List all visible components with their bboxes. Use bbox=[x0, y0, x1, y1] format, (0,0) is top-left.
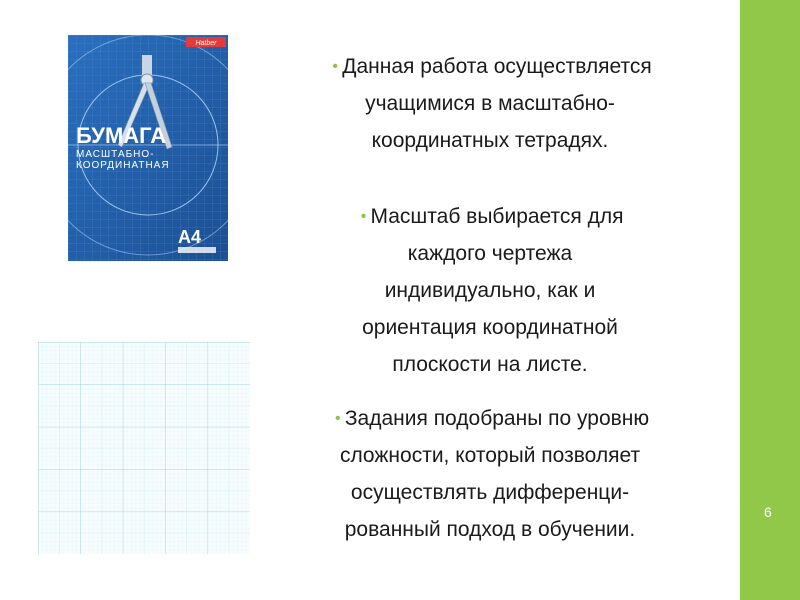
cover-subtitle-line1: МАСШТАБНО- bbox=[76, 149, 155, 160]
bullet-1-line-3: координатных тетрадях. bbox=[371, 129, 609, 152]
cover-title: БУМАГА bbox=[76, 123, 167, 148]
bullet-icon: • bbox=[335, 410, 341, 427]
bullet-2-line-3: индивидуально, как и bbox=[384, 279, 596, 302]
bullet-paragraph-2 bbox=[270, 198, 710, 383]
bullet-2-line-5: плоскости на листе. bbox=[392, 353, 588, 376]
bullet-2-line-2: каждого чертежа bbox=[407, 242, 573, 265]
cover-format: А4 bbox=[178, 227, 202, 247]
bullet-2-line-4: ориентация координатной bbox=[362, 316, 618, 339]
bullet-icon: • bbox=[360, 208, 367, 225]
bullet-1-line-1: Данная работа осуществляется bbox=[342, 55, 652, 78]
bullet-3-line-2: сложности, который позволяет bbox=[339, 444, 641, 467]
bullet-1-line-2: учащимися в масштабно- bbox=[365, 92, 615, 115]
bullet-paragraph-1 bbox=[270, 48, 710, 159]
cover-brand: Hatber bbox=[195, 40, 217, 47]
bullet-icon: • bbox=[332, 58, 339, 75]
cover-subtitle-line2: КООРДИНАТНАЯ bbox=[76, 160, 170, 171]
graph-paper-pad-cover-image bbox=[68, 35, 228, 261]
bullet-3-line-3: осуществлять дифференци- bbox=[350, 481, 630, 504]
graph-paper-grid bbox=[38, 342, 250, 554]
cover-graphic bbox=[68, 35, 228, 261]
bullet-2-line-1: Масштаб выбирается для bbox=[370, 205, 624, 228]
graph-paper-sample-image bbox=[38, 342, 250, 554]
bullet-paragraph-3 bbox=[270, 400, 710, 548]
bullet-3-line-1: Задания подобраны по уровню bbox=[344, 407, 650, 430]
bullet-3-line-4: рованный подход в обучении. bbox=[344, 518, 636, 541]
page-number: 6 bbox=[764, 504, 772, 520]
